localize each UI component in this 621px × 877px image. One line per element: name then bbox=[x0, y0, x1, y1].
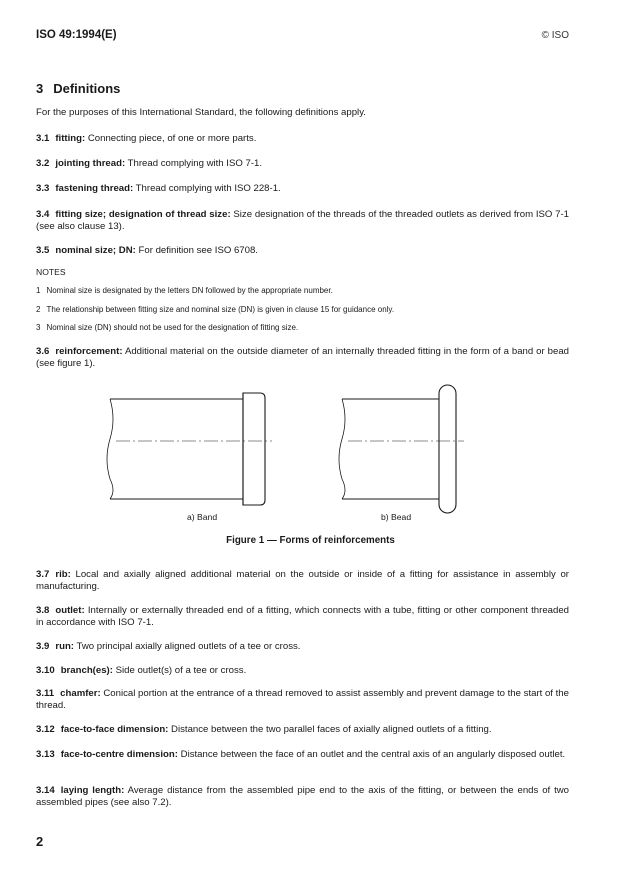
note-2 bbox=[36, 305, 569, 315]
copyright-mark: © ISO bbox=[541, 30, 569, 41]
definition-term: fitting: bbox=[55, 133, 86, 144]
definition-3-7 bbox=[36, 569, 569, 594]
note-text: Nominal size (DN) should not be used for the designation of fitting size. bbox=[46, 323, 299, 332]
definition-term: reinforcement: bbox=[55, 346, 123, 357]
bead-drawing bbox=[339, 385, 464, 513]
band-drawing bbox=[107, 393, 272, 505]
standard-designation: ISO 49:1994(E) bbox=[36, 29, 117, 41]
definition-number: 3.7 bbox=[36, 569, 50, 580]
definition-term: nominal size; DN: bbox=[55, 245, 136, 256]
figure-label-band: a) Band bbox=[187, 512, 218, 522]
definition-number: 3.9 bbox=[36, 641, 50, 652]
definition-3-1 bbox=[36, 133, 569, 145]
definition-number: 3.10 bbox=[36, 665, 55, 676]
figure-label-bead: b) Bead bbox=[381, 512, 412, 522]
definition-3-2 bbox=[36, 158, 569, 170]
section-title-text: Definitions bbox=[53, 81, 121, 96]
definition-3-8 bbox=[36, 605, 569, 630]
figure-caption: Figure 1 — Forms of reinforcements bbox=[226, 535, 395, 546]
definition-3-3 bbox=[36, 183, 569, 195]
intro-paragraph: For the purposes of this International Standard, the following definitions apply. bbox=[36, 107, 366, 118]
note-1 bbox=[36, 286, 569, 296]
note-number: 2 bbox=[36, 305, 41, 314]
definition-term: outlet: bbox=[55, 605, 85, 616]
definition-term: run: bbox=[55, 641, 74, 652]
definition-text: Thread complying with ISO 7-1. bbox=[127, 158, 263, 169]
definition-text: Connecting piece, of one or more parts. bbox=[87, 133, 257, 144]
definition-3-13 bbox=[36, 749, 569, 761]
definition-3-11 bbox=[36, 688, 569, 713]
page-number: 2 bbox=[36, 834, 44, 849]
definition-3-14 bbox=[36, 785, 569, 810]
definition-3-10 bbox=[36, 665, 569, 677]
definition-text: Distance between the two parallel faces of axially aligned outlets of a fitting. bbox=[171, 724, 492, 735]
definition-term: branch(es): bbox=[60, 665, 113, 676]
definition-text: Additional material on the outside diameter of an internally threaded fitting in the form of a band or bead (see figure 1). bbox=[36, 346, 569, 370]
definition-text: Side outlet(s) of a tee or cross. bbox=[115, 665, 247, 676]
definition-text: Size designation of the threads of the threaded outlets as derived from ISO 7-1 (see also clause 13). bbox=[36, 209, 569, 233]
definition-number: 3.4 bbox=[36, 209, 50, 220]
definition-number: 3.14 bbox=[36, 785, 55, 796]
definition-3-12 bbox=[36, 724, 569, 736]
definition-number: 3.8 bbox=[36, 605, 50, 616]
note-3 bbox=[36, 323, 569, 333]
definition-text: For definition see ISO 6708. bbox=[138, 245, 258, 256]
definition-text: Two principal axially aligned outlets of a tee or cross. bbox=[76, 641, 301, 652]
definition-3-9 bbox=[36, 641, 569, 653]
definition-text: Internally or externally threaded end of a fitting, which connects with a tube, fitting or other component threaded in accordance with ISO 7-1. bbox=[36, 605, 569, 629]
definition-number: 3.2 bbox=[36, 158, 50, 169]
section-title bbox=[36, 81, 120, 96]
definition-number: 3.11 bbox=[36, 688, 55, 699]
definition-text: Conical portion at the entrance of a thread removed to assist assembly and prevent damage to the start of the thread. bbox=[36, 688, 569, 712]
definition-3-5 bbox=[36, 245, 569, 257]
definition-term: rib: bbox=[55, 569, 71, 580]
definition-number: 3.13 bbox=[36, 749, 55, 760]
definition-number: 3.12 bbox=[36, 724, 55, 735]
definition-term: jointing thread: bbox=[55, 158, 126, 169]
definition-text: Average distance from the assembled pipe end to the axis of the fitting, or between the ends of two assembled pipes (see also 7.2). bbox=[36, 785, 570, 809]
notes-label: NOTES bbox=[36, 267, 66, 277]
definition-3-6 bbox=[36, 346, 569, 371]
reinforcement-figure bbox=[36, 381, 569, 526]
definition-text: Local and axially aligned additional material on the outside or inside of a fitting for assistance in assembly or manufacturing. bbox=[36, 569, 569, 593]
definition-number: 3.1 bbox=[36, 133, 50, 144]
note-number: 3 bbox=[36, 323, 41, 332]
definition-term: fastening thread: bbox=[55, 183, 134, 194]
definition-number: 3.3 bbox=[36, 183, 50, 194]
definition-number: 3.6 bbox=[36, 346, 50, 357]
section-number: 3 bbox=[36, 81, 44, 96]
definition-text: Distance between the face of an outlet and the central axis of an angularly disposed outlet. bbox=[180, 749, 566, 760]
definition-term: chamfer: bbox=[60, 688, 101, 699]
definition-term: face-to-centre dimension: bbox=[60, 749, 178, 760]
definition-term: laying length: bbox=[60, 785, 125, 796]
note-text: The relationship between fitting size and nominal size (DN) is given in clause 15 for guidance only. bbox=[46, 305, 395, 314]
definition-3-4 bbox=[36, 209, 569, 234]
definition-term: fitting size; designation of thread size: bbox=[55, 209, 231, 220]
definition-number: 3.5 bbox=[36, 245, 50, 256]
definition-text: Thread complying with ISO 228-1. bbox=[135, 183, 281, 194]
note-number: 1 bbox=[36, 286, 41, 295]
note-text: Nominal size is designated by the letters DN followed by the appropriate number. bbox=[46, 286, 333, 295]
definition-term: face-to-face dimension: bbox=[60, 724, 169, 735]
